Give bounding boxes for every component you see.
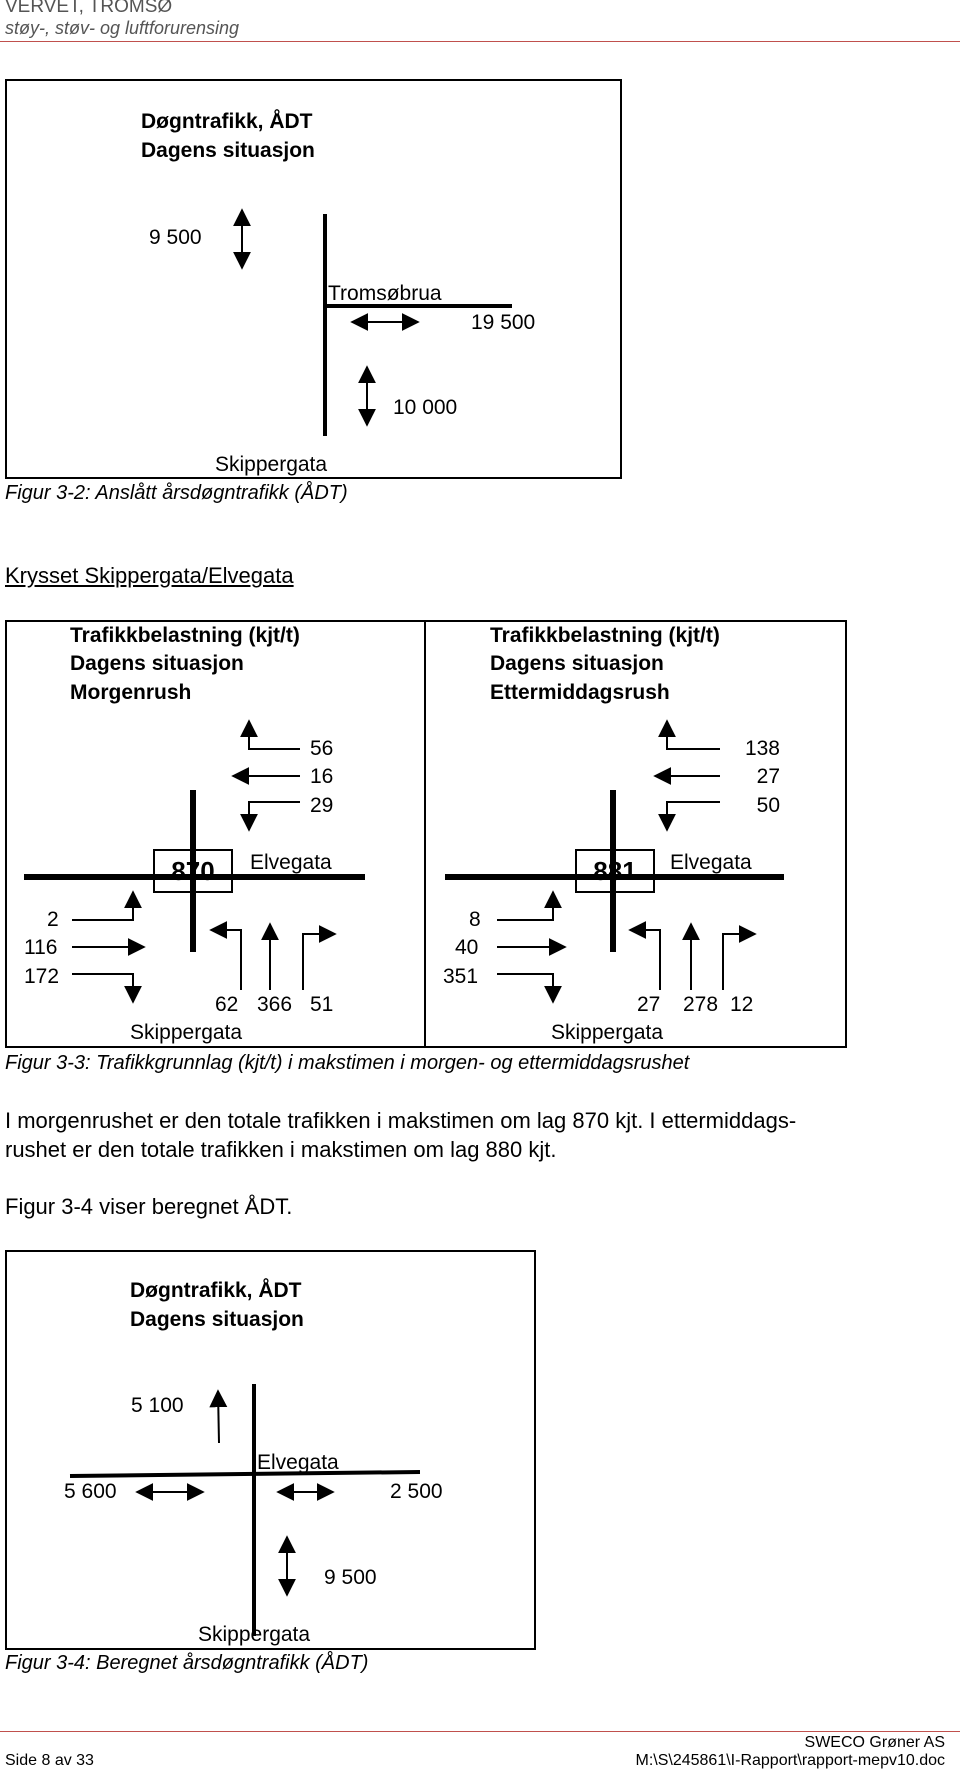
fig4-title-1: Døgntrafikk, ÅDT: [130, 1279, 302, 1302]
fig3-right-west-right: 351: [443, 965, 479, 988]
fig3-left-north-right: 56: [310, 737, 334, 760]
fig2-caption: Figur 3-2: Anslått årsdøgntrafikk (ÅDT): [5, 482, 348, 504]
footer-page: Side 8 av 33: [5, 1752, 94, 1769]
fig3-left-title-3: Morgenrush: [70, 681, 192, 704]
fig4-south-road-label: Skippergata: [198, 1623, 311, 1646]
fig3-left-total: 870: [153, 849, 233, 893]
fig3-right-south-right: 12: [730, 993, 754, 1016]
fig3-right-north-left: 50: [756, 794, 780, 817]
fig2-title-2: Dagens situasjon: [141, 139, 315, 162]
fig4-caption: Figur 3-4: Beregnet årsdøgntrafikk (ÅDT): [5, 1652, 369, 1674]
fig3-left-south-left: 62: [215, 993, 239, 1016]
fig3-right-south-left: 27: [637, 993, 661, 1016]
fig3-right-north-through: 27: [756, 765, 780, 788]
fig4-roads: [70, 1384, 420, 1636]
header-title: VERVET, TROMSØ: [5, 0, 173, 17]
fig2-title-1: Døgntrafikk, ÅDT: [141, 110, 313, 133]
fig3-right-title-1: Trafikkbelastning (kjt/t): [490, 624, 720, 647]
fig3-right-west-through: 40: [455, 936, 479, 959]
fig3-right-west-left: 8: [469, 908, 481, 931]
fig4-south-value: 9 500: [324, 1566, 377, 1589]
header-subtitle: støy-, støv- og luftforurensing: [5, 18, 240, 38]
fig2-south-road-label: Skippergata: [215, 453, 328, 476]
fig2-east-road-label: Tromsøbrua: [328, 282, 442, 305]
fig2-arrows: [242, 210, 418, 425]
fig4-west-value: 5 600: [64, 1480, 117, 1503]
fig3-left-south-through: 366: [257, 993, 293, 1016]
fig4-east-road-label: Elvegata: [257, 1451, 339, 1474]
fig3-left-south-right: 51: [310, 993, 334, 1016]
fig3-left-roads: [24, 790, 365, 952]
section-heading: Krysset Skippergata/Elvegata: [5, 563, 294, 588]
fig2-roads: [325, 214, 512, 436]
fig3-caption: Figur 3-3: Trafikkgrunnlag (kjt/t) i makstimen i morgen- og ettermiddagsrushet: [5, 1052, 690, 1074]
fig3-left-arrows: [72, 721, 335, 1002]
fig3-left-north-left: 29: [310, 794, 334, 817]
fig3-right-title-3: Ettermiddagsrush: [490, 681, 670, 704]
footer-company: SWECO Grøner AS: [804, 1734, 945, 1751]
fig2-south-value: 10 000: [393, 396, 458, 419]
fig3-left-title-1: Trafikkbelastning (kjt/t): [70, 624, 300, 647]
fig3-right-title-2: Dagens situasjon: [490, 652, 664, 675]
paragraph-1-line-1: I morgenrushet er den totale trafikken i makstimen om lag 870 kjt. I ettermiddags-: [5, 1108, 797, 1133]
fig3-left-title-2: Dagens situasjon: [70, 652, 244, 675]
fig3-right-total: 881: [575, 849, 655, 893]
fig4-title-2: Dagens situasjon: [130, 1308, 304, 1331]
fig3-right-north-right: 138: [744, 737, 780, 760]
fig3-left-east-road-label: Elvegata: [250, 851, 332, 874]
fig3-right-arrows: [497, 721, 755, 1002]
fig4-north-value: 5 100: [131, 1394, 184, 1417]
fig3-left-west-right: 172: [24, 965, 60, 988]
fig3-left-south-road-label: Skippergata: [130, 1021, 243, 1044]
paragraph-1-line-2: rushet er den totale trafikken i makstimen om lag 880 kjt.: [5, 1137, 557, 1162]
fig3-left-north-through: 16: [310, 765, 334, 788]
fig3-right-east-road-label: Elvegata: [670, 851, 752, 874]
fig2-east-value: 19 500: [471, 311, 536, 334]
fig3-left-west-through: 116: [24, 936, 58, 959]
fig3-left-west-left: 2: [47, 908, 59, 931]
footer-path: M:\S\245861\I-Rapport\rapport-mepv10.doc: [635, 1752, 945, 1769]
fig4-arrows: [137, 1391, 333, 1595]
fig4-east-value: 2 500: [390, 1480, 443, 1503]
fig3-right-south-through: 278: [683, 993, 719, 1016]
fig3-right-roads: [445, 790, 784, 952]
paragraph-2: Figur 3-4 viser beregnet ÅDT.: [5, 1194, 293, 1219]
fig3-right-south-road-label: Skippergata: [551, 1021, 664, 1044]
fig2-north-value: 9 500: [149, 226, 202, 249]
